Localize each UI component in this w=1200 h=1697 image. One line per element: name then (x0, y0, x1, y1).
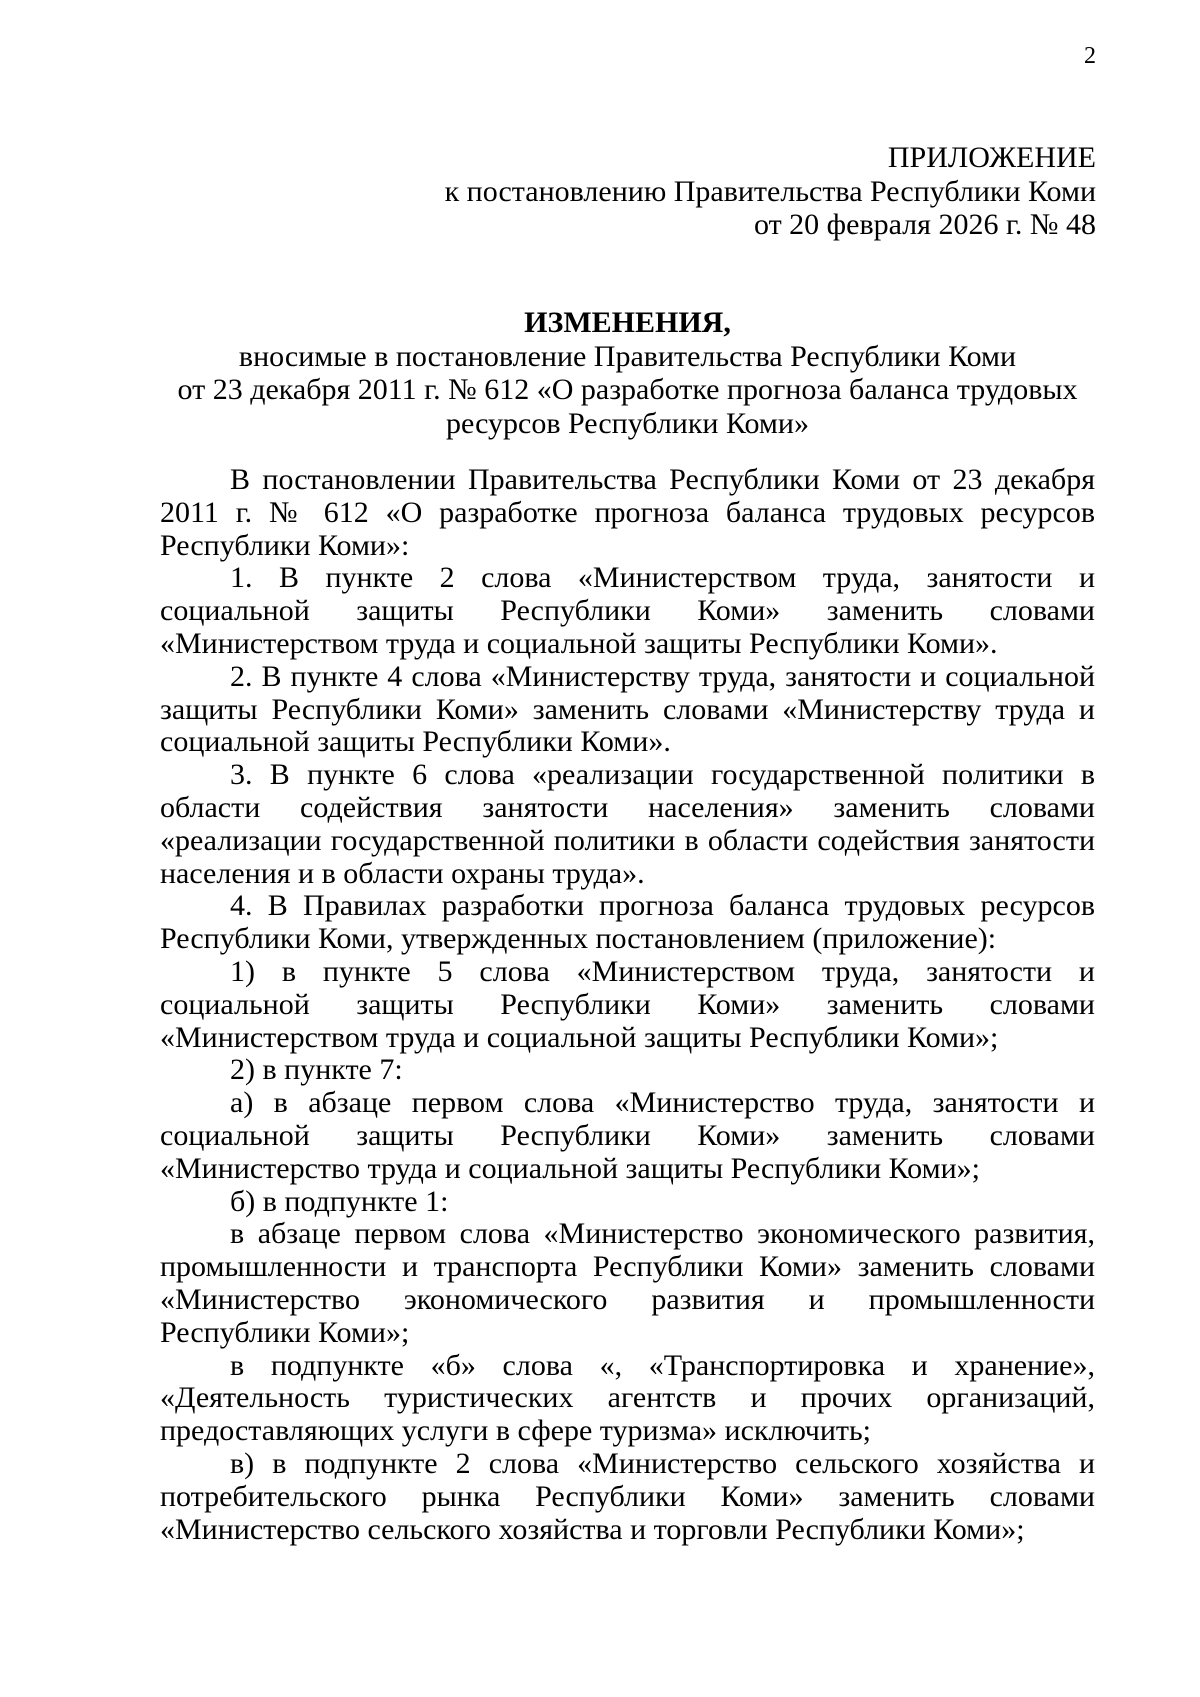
document-subtitle-line-3: ресурсов Республики Коми» (446, 406, 809, 440)
appendix-header (396, 141, 1096, 242)
paragraph-subitem-1: 1) в пункте 5 слова «Министерством труда, занятости и социальной защиты Республики Коми» заменить словами «Министерством труда и социальной защиты Республики Коми»; (160, 954, 1095, 1054)
paragraph-item-4: 4. В Правилах разработки прогноза баланса трудовых ресурсов Республики Коми, утвержденных постановлением (приложение): (160, 889, 1095, 956)
paragraph-subitem-2b: б) в подпункте 1: (230, 1184, 449, 1218)
paragraph-subitem-2v: в) в подпункте 2 слова «Министерство сельского хозяйства и потребительского рынка Республики Коми» заменить словами «Министерство сельского хозяйства и торговли Республики Коми»; (160, 1446, 1095, 1546)
paragraph-subitem-2b-second: в подпункте «б» слова «, «Транспортировка и хранение», «Деятельность туристических агентств и прочих организаций, предоставляющих услуги в сфере туризма» исключить; (160, 1348, 1095, 1448)
document-title: ИЗМЕНЕНИЯ, (524, 306, 731, 339)
paragraph-subitem-2: 2) в пункте 7: (230, 1053, 403, 1087)
paragraph-item-1: 1. В пункте 2 слова «Министерством труда, занятости и социальной защиты Республики Коми» заменить словами «Министерством труда и социальной защиты Республики Коми». (160, 561, 1095, 660)
document-body (160, 464, 1095, 1546)
paragraph-subitem-2b-first: в абзаце первом слова «Министерство экономического развития, промышленности и транспорта Республики Коми» заменить словами «Министерство экономического развития и промышленности Республики Коми»; (160, 1217, 1095, 1349)
page-number: 2 (1084, 43, 1096, 69)
document-subtitle-line-2: от 23 декабря 2011 г. № 612 «О разработке прогноза баланса трудовых (177, 373, 1078, 406)
paragraph-subitem-2a: а) в абзаце первом слова «Министерство труда, занятости и социальной защиты Республики Коми» заменить словами «Министерство труда и социальной защиты Республики Коми»; (160, 1086, 1095, 1185)
appendix-date: от 20 февраля 2026 г. № 48 (753, 208, 1096, 241)
paragraph-intro: В постановлении Правительства Республики Коми от 23 декабря 2011 г. № 612 «О разработке прогноза баланса трудовых ресурсов Республики Коми»: (160, 463, 1095, 562)
document-subtitle-line-1: вносимые в постановление Правительства Республики Коми (238, 339, 1017, 373)
paragraph-item-3: 3. В пункте 6 слова «реализации государственной политики в области содействия занятости населения» заменить словами «реализации государственной политики в области содействия занятости населения и в области охраны труда». (160, 758, 1095, 890)
appendix-label: ПРИЛОЖЕНИЕ (887, 141, 1096, 174)
paragraph-item-2: 2. В пункте 4 слова «Министерству труда, занятости и социальной защиты Республики Коми» заменить словами «Министерству труда и социальной защиты Республики Коми». (160, 659, 1095, 759)
document-heading (160, 306, 1095, 440)
appendix-reference: к постановлению Правительства Республики Коми (444, 174, 1096, 208)
